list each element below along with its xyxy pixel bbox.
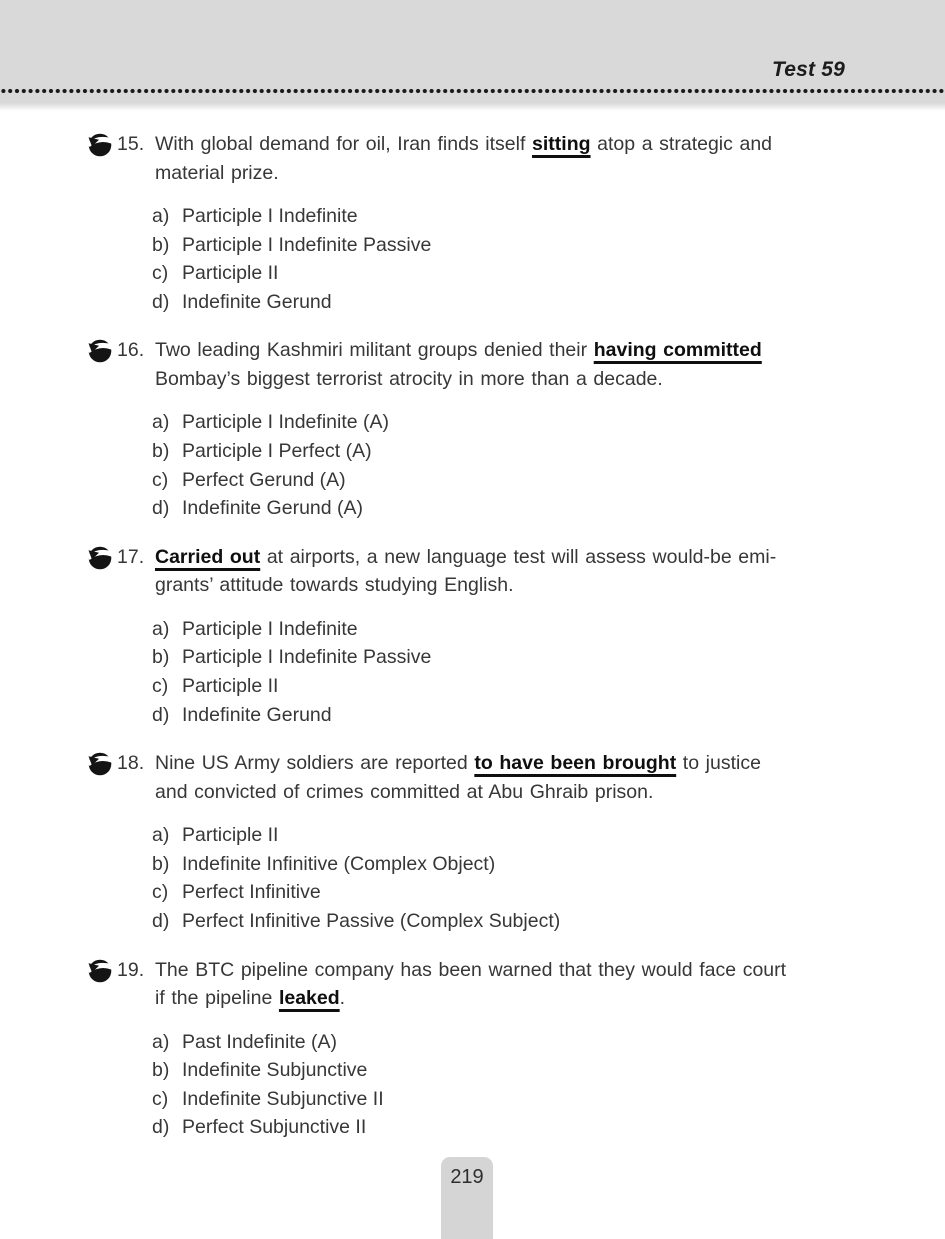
option-text: Participle II	[182, 262, 279, 285]
question-text	[155, 543, 845, 600]
option-row-d	[152, 288, 845, 317]
option-letter: b)	[152, 439, 170, 462]
option-letter: a)	[152, 617, 170, 640]
option-text: Perfect Infinitive Passive (Complex Subject)	[182, 909, 561, 932]
circular-arrow-icon	[88, 752, 112, 776]
question-text	[155, 336, 845, 393]
question-text-segment: Bombay’s biggest terrorist atrocity in more than a decade.	[155, 367, 663, 390]
question-item-18	[88, 749, 845, 935]
option-text: Past Indefinite (A)	[182, 1030, 337, 1053]
option-row-c	[152, 672, 845, 701]
option-row-a	[152, 821, 845, 850]
option-letter: c)	[152, 468, 169, 491]
question-body	[152, 956, 845, 1142]
option-row-a	[152, 1028, 845, 1057]
option-text: Indefinite Subjunctive	[182, 1059, 368, 1082]
option-text: Indefinite Gerund (A)	[182, 497, 364, 520]
question-text-segment: atop a strategic and	[590, 133, 773, 155]
question-text-segment: With global demand for oil, Iran finds itself	[155, 133, 533, 155]
underlined-phrase: leaked	[278, 987, 340, 1009]
option-letter: d)	[152, 703, 170, 726]
option-row-b	[152, 643, 845, 672]
footer-page-tab	[441, 1157, 493, 1239]
option-letter: d)	[152, 1116, 170, 1139]
option-text: Participle I Indefinite	[182, 617, 358, 640]
question-number: 18.	[117, 752, 145, 775]
question-text-segment: Two leading Kashmiri militant groups denied their	[155, 339, 594, 362]
question-text	[155, 956, 845, 1013]
dotted-divider	[0, 87, 945, 95]
option-text: Indefinite Gerund	[182, 290, 332, 313]
option-text: Perfect Infinitive	[182, 881, 321, 904]
question-number: 15.	[117, 133, 145, 155]
option-text: Participle II	[182, 824, 279, 847]
question-text-segment: Nine US Army soldiers are reported	[155, 752, 475, 775]
underlined-phrase: sitting	[532, 133, 591, 155]
question-text-segment: to justice	[676, 752, 761, 775]
option-text: Participle I Indefinite Passive	[182, 646, 432, 669]
options-list	[152, 202, 845, 316]
option-letter: a)	[152, 1030, 170, 1053]
question-item-16	[88, 336, 845, 522]
option-text: Indefinite Gerund	[182, 703, 332, 726]
option-letter: a)	[152, 205, 170, 227]
option-row-a	[152, 202, 845, 231]
option-letter: a)	[152, 411, 170, 434]
options-list	[152, 408, 845, 522]
option-row-a	[152, 615, 845, 644]
option-text: Participle I Indefinite Passive	[182, 233, 432, 256]
option-letter: c)	[152, 262, 169, 285]
option-text: Indefinite Infinitive (Complex Object)	[182, 852, 496, 875]
option-row-b	[152, 437, 845, 466]
underlined-phrase: Carried out	[155, 545, 261, 568]
option-text: Participle I Indefinite	[182, 205, 358, 227]
option-letter: c)	[152, 674, 169, 697]
question-body	[152, 749, 845, 935]
option-row-b	[152, 1056, 845, 1085]
option-letter: b)	[152, 646, 170, 669]
question-item-15	[88, 130, 845, 316]
circular-arrow-icon	[88, 546, 112, 570]
option-text: Participle I Perfect (A)	[182, 439, 372, 462]
option-letter: c)	[152, 1087, 169, 1110]
question-text-segment: .	[339, 987, 346, 1009]
option-letter: b)	[152, 852, 170, 875]
page-header	[0, 0, 945, 103]
circular-arrow-icon	[88, 959, 112, 983]
option-row-b	[152, 231, 845, 260]
question-text-segment: at airports, a new language test will assess would-be emi-	[260, 545, 777, 568]
underlined-phrase: having committed	[593, 339, 762, 362]
option-row-d	[152, 494, 845, 523]
question-body	[152, 336, 845, 522]
questions-list	[0, 111, 945, 1142]
option-row-a	[152, 408, 845, 437]
question-number: 17.	[117, 545, 145, 568]
option-row-b	[152, 850, 845, 879]
option-letter: d)	[152, 290, 170, 313]
test-title: Test 59	[772, 58, 845, 81]
question-text-segment: grants’ attitude towards studying English.	[155, 574, 514, 597]
question-item-17	[88, 543, 845, 729]
option-text: Indefinite Subjunctive II	[182, 1087, 384, 1110]
option-text: Participle I Indefinite (A)	[182, 411, 390, 434]
underlined-phrase: to have been brought	[474, 752, 677, 775]
option-letter: a)	[152, 824, 170, 847]
question-body	[152, 543, 845, 729]
question-text-segment: and convicted of crimes committed at Abu Ghraib prison.	[155, 780, 654, 803]
option-row-c	[152, 466, 845, 495]
option-row-c	[152, 1085, 845, 1114]
options-list	[152, 821, 845, 935]
option-row-d	[152, 1113, 845, 1142]
question-body	[152, 130, 845, 316]
option-row-d	[152, 907, 845, 936]
options-list	[152, 615, 845, 729]
option-text: Participle II	[182, 674, 279, 697]
option-text: Perfect Subjunctive II	[182, 1116, 367, 1139]
option-letter: d)	[152, 497, 170, 520]
question-number: 19.	[117, 958, 145, 981]
question-number: 16.	[117, 339, 145, 362]
header-shadow	[0, 103, 945, 111]
option-row-c	[152, 878, 845, 907]
option-text: Perfect Gerund (A)	[182, 468, 346, 491]
option-letter: d)	[152, 909, 170, 932]
question-text	[155, 749, 845, 806]
question-text-segment: The BTC pipeline company has been warned that they would face court	[155, 958, 787, 981]
page-number: 219	[450, 1166, 484, 1188]
question-text-segment: material prize.	[155, 161, 279, 184]
option-letter: b)	[152, 233, 170, 256]
question-item-19	[88, 956, 845, 1142]
option-row-c	[152, 259, 845, 288]
option-letter: c)	[152, 881, 169, 904]
question-text	[155, 130, 845, 187]
question-text-segment: if the pipeline	[155, 987, 279, 1009]
option-letter: b)	[152, 1059, 170, 1082]
circular-arrow-icon	[88, 339, 112, 363]
options-list	[152, 1028, 845, 1142]
option-row-d	[152, 701, 845, 730]
circular-arrow-icon	[88, 133, 112, 157]
